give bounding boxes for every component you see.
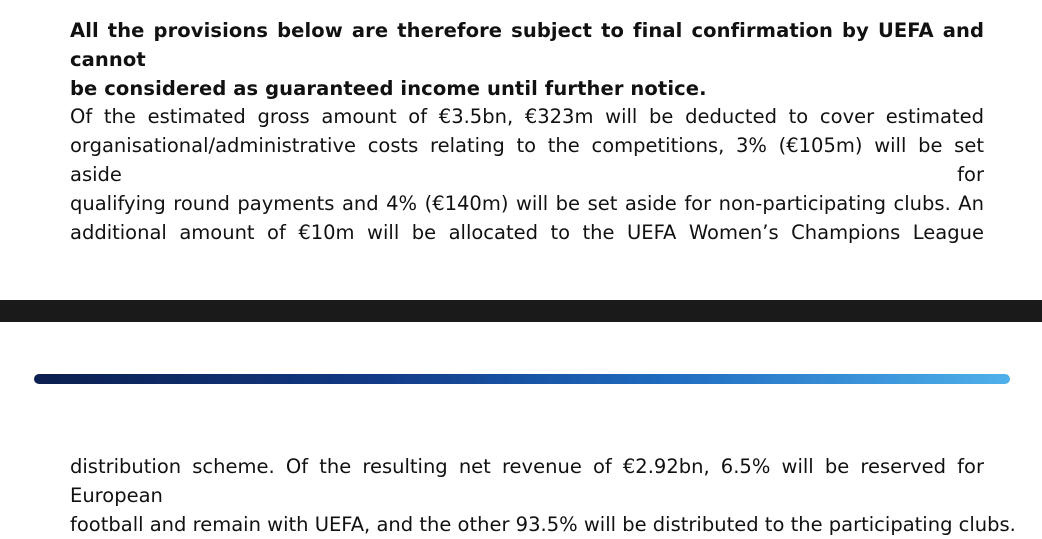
distribution-paragraph xyxy=(70,102,984,247)
paragraph-line: Of the estimated gross amount of €3.5bn, €323m will be deducted to cover estimated xyxy=(70,105,984,128)
notice-line: All the provisions below are therefore subject to final confirmation by UEFA and cannot xyxy=(70,19,984,71)
paragraph-line: organisational/administrative costs relating to the competitions, 3% (€105m) will be set aside for xyxy=(70,134,984,186)
paragraph-line: additional amount of €10m will be allocated to the UEFA Women’s Champions League xyxy=(70,221,984,244)
paragraph-line: qualifying round payments and 4% (€140m) will be set aside for non-participating clubs. An xyxy=(70,192,984,215)
gradient-accent-bar xyxy=(34,374,1010,384)
page-break-divider xyxy=(0,300,1042,322)
notice-line: be considered as guaranteed income until further notice. xyxy=(70,77,707,100)
notice-paragraph xyxy=(70,16,984,103)
paragraph-line: football and remain with UEFA, and the other 93.5% will be distributed to the participating clubs. xyxy=(70,513,1016,536)
paragraph-line: distribution scheme. Of the resulting net revenue of €2.92bn, 6.5% will be reserved for European xyxy=(70,455,984,507)
